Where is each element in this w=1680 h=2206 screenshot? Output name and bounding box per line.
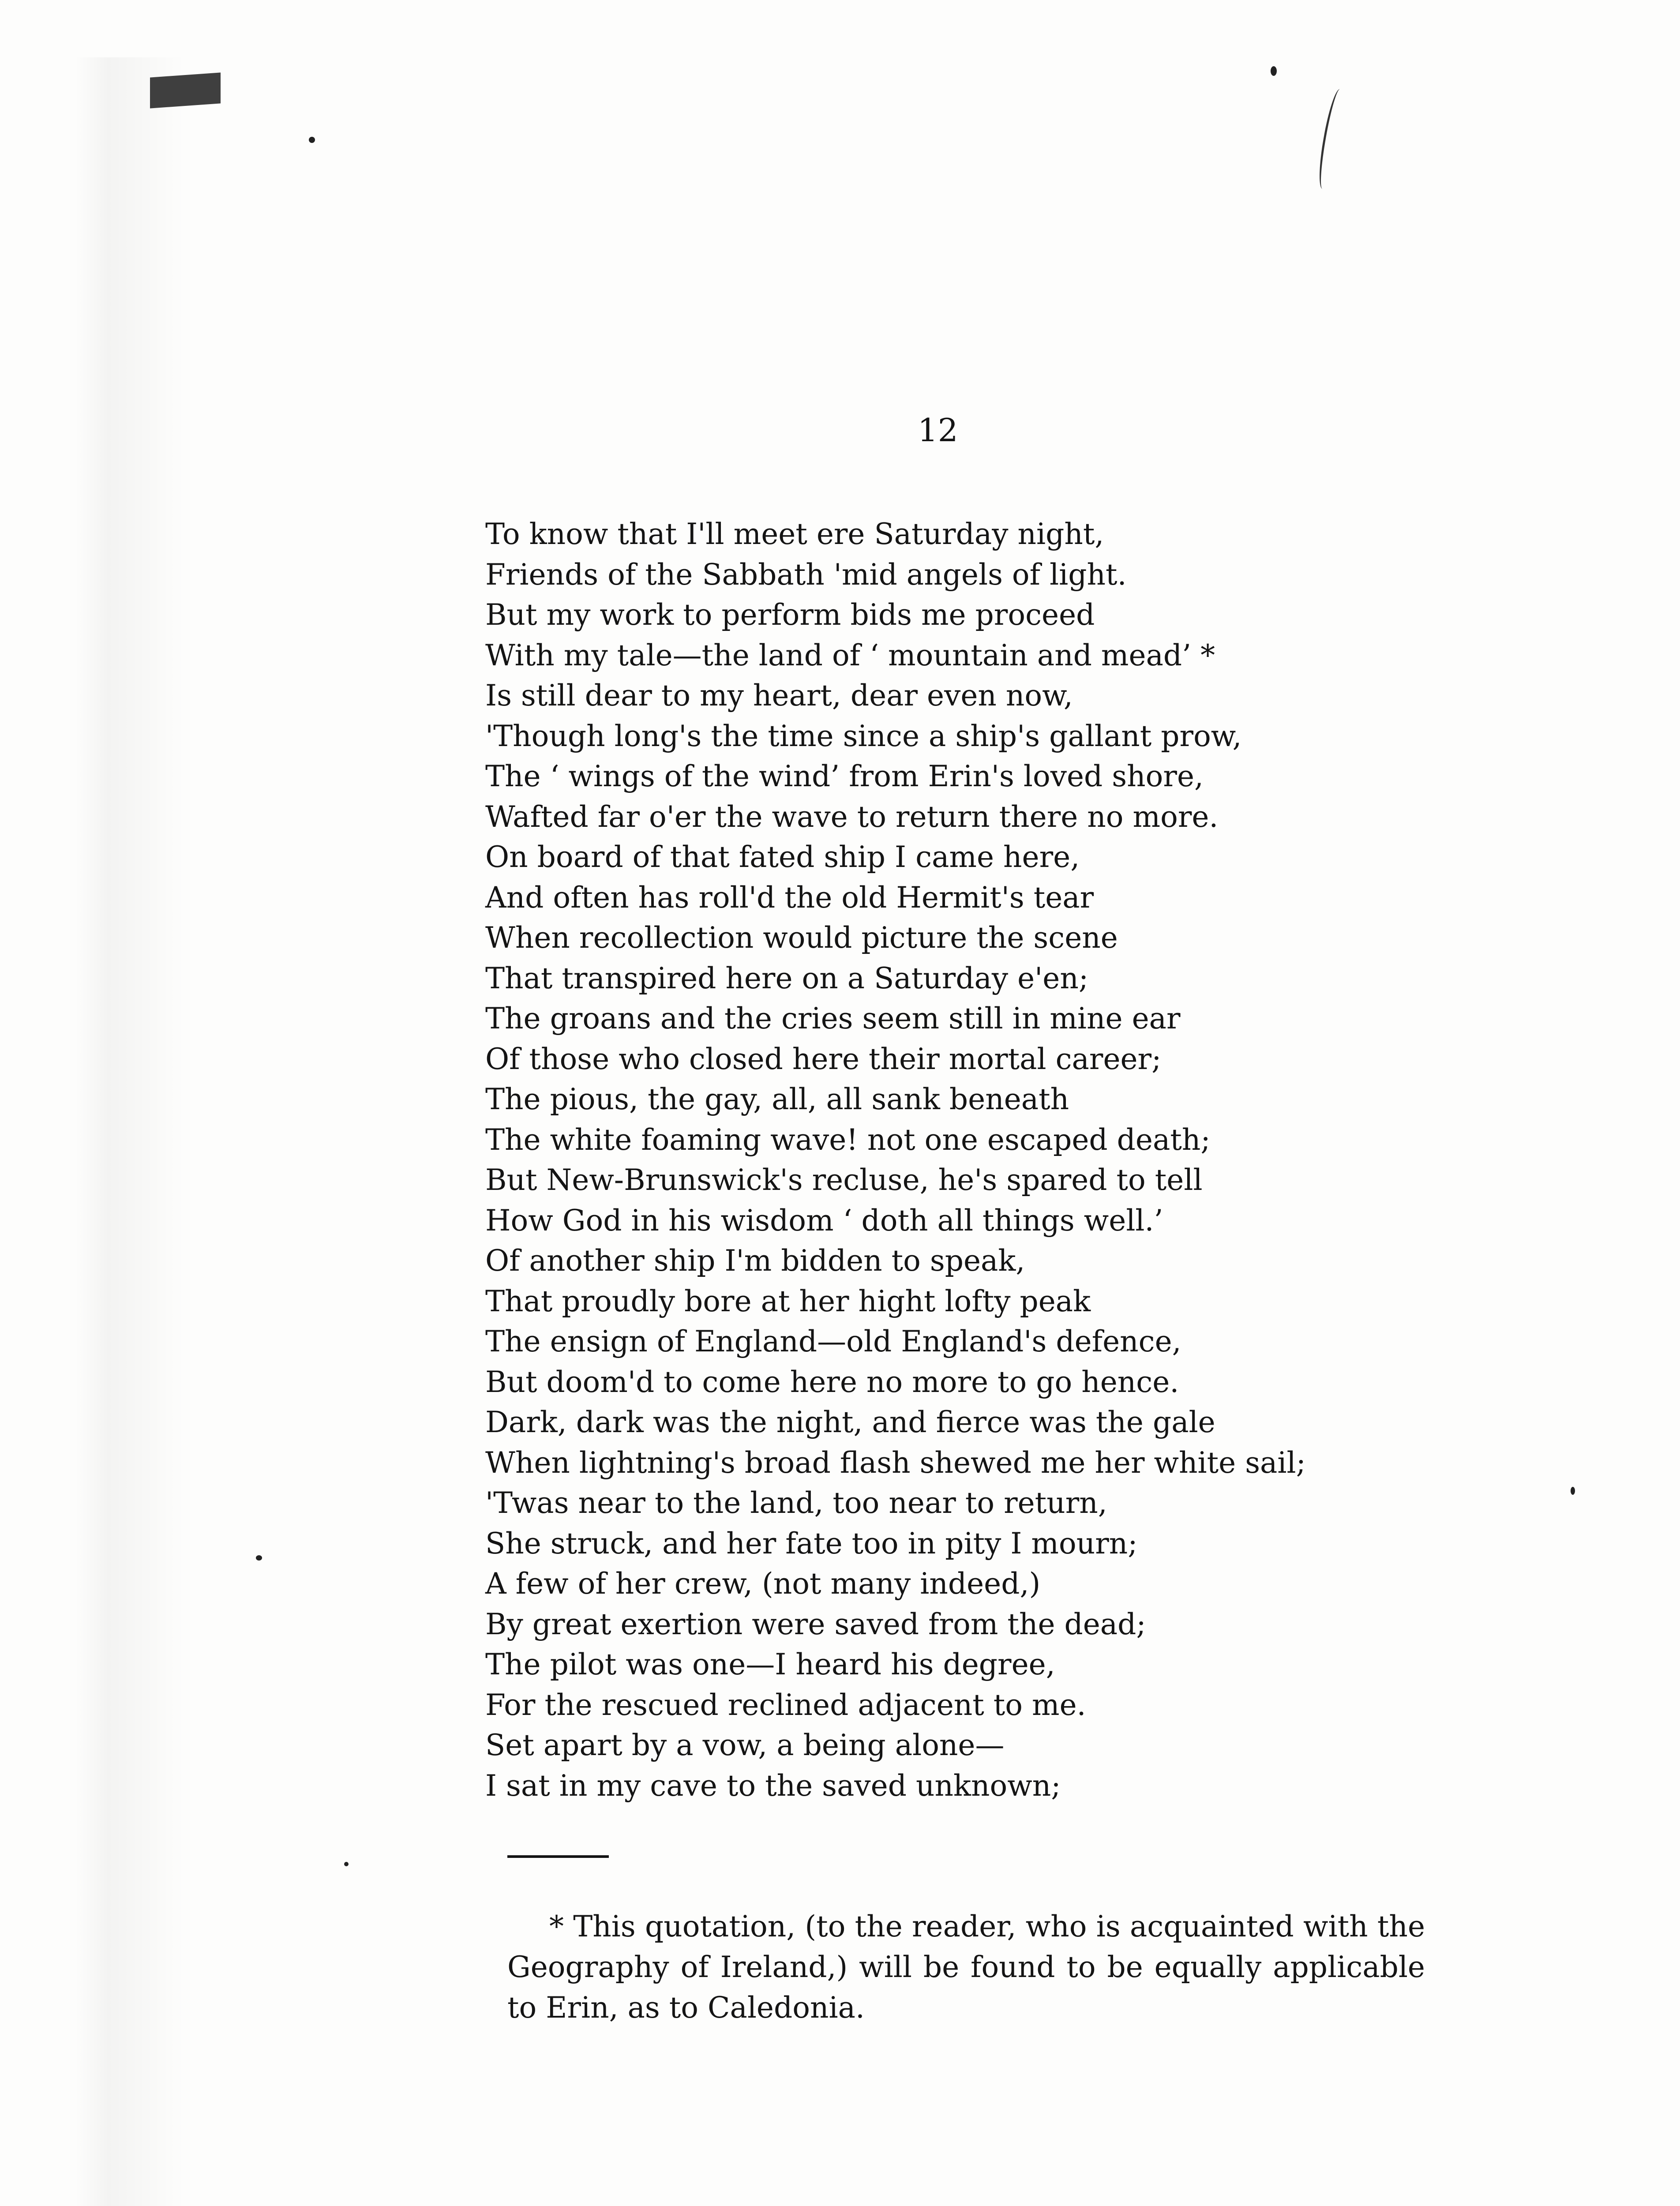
poem-line: Set apart by a vow, a being alone— xyxy=(485,1728,1005,1762)
poem-line: 'Though long's the time since a ship's gallant prow, xyxy=(485,719,1242,753)
scan-speck xyxy=(256,1555,262,1561)
poem-line: Of those who closed here their mortal career; xyxy=(485,1042,1162,1076)
poem-line: How God in his wisdom ‘ doth all things well.’ xyxy=(485,1203,1163,1238)
scan-fold-mark xyxy=(1315,88,1347,191)
scan-speck xyxy=(1271,66,1277,76)
poem-line: That proudly bore at her hight lofty peak xyxy=(485,1284,1091,1318)
poem-line: The pilot was one—I heard his degree, xyxy=(485,1647,1055,1681)
poem-line: The ensign of England—old England's defence, xyxy=(485,1324,1181,1358)
poem-line: Is still dear to my heart, dear even now, xyxy=(485,679,1073,713)
poem-line: But New-Brunswick's recluse, he's spared to tell xyxy=(485,1163,1203,1197)
scan-speck xyxy=(309,137,315,143)
poem-line: A few of her crew, (not many indeed,) xyxy=(485,1567,1041,1601)
scan-speck xyxy=(1571,1487,1575,1495)
poem-line: I sat in my cave to the saved unknown; xyxy=(485,1768,1061,1803)
poem-line: When recollection would picture the scene xyxy=(485,921,1118,955)
poem-text xyxy=(485,514,1500,1806)
poem-line: When lightning's broad flash shewed me her white sail; xyxy=(485,1445,1306,1480)
poem-line: The pious, the gay, all, all sank beneath xyxy=(485,1082,1069,1116)
poem-line: The white foaming wave! not one escaped death; xyxy=(485,1122,1211,1157)
footnote: * This quotation, (to the reader, who is acquainted with the Geography of Ireland,) will be found to be equally applicable to Erin, as to Caledonia. xyxy=(507,1910,1425,2025)
poem-line: She struck, and her fate too in pity I mourn; xyxy=(485,1526,1138,1561)
poem-line: On board of that fated ship I came here, xyxy=(485,840,1080,874)
poem-line: That transpired here on a Saturday e'en; xyxy=(485,961,1089,995)
poem-line: With my tale—the land of ‘ mountain and mead’ * xyxy=(485,638,1215,672)
poem-line: Friends of the Sabbath 'mid angels of light. xyxy=(485,557,1127,592)
poem-line: Of another ship I'm bidden to speak, xyxy=(485,1244,1025,1278)
page-number: 12 xyxy=(918,412,958,449)
poem-line: 'Twas near to the land, too near to return, xyxy=(485,1486,1107,1520)
footnote-rule xyxy=(507,1855,609,1858)
poem-line: Dark, dark was the night, and fierce was the gale xyxy=(485,1405,1215,1439)
poem-line: But doom'd to come here no more to go hence. xyxy=(485,1365,1179,1399)
poem-line: The groans and the cries seem still in mine ear xyxy=(485,1002,1181,1035)
scan-artifact-top-left xyxy=(150,72,221,108)
poem-line: And often has roll'd the old Hermit's tear xyxy=(485,880,1094,915)
scan-speck xyxy=(344,1862,349,1866)
poem-line: By great exertion were saved from the dead; xyxy=(485,1607,1146,1641)
poem-line: The ‘ wings of the wind’ from Erin's loved shore, xyxy=(485,759,1204,793)
poem-line: But my work to perform bids me proceed xyxy=(485,598,1095,632)
poem-line: To know that I'll meet ere Saturday night, xyxy=(485,517,1104,551)
poem-line: Wafted far o'er the wave to return there no more. xyxy=(485,799,1219,834)
scan-edge-shadow-left xyxy=(75,57,185,2206)
poem-line: For the rescued reclined adjacent to me. xyxy=(485,1688,1086,1722)
